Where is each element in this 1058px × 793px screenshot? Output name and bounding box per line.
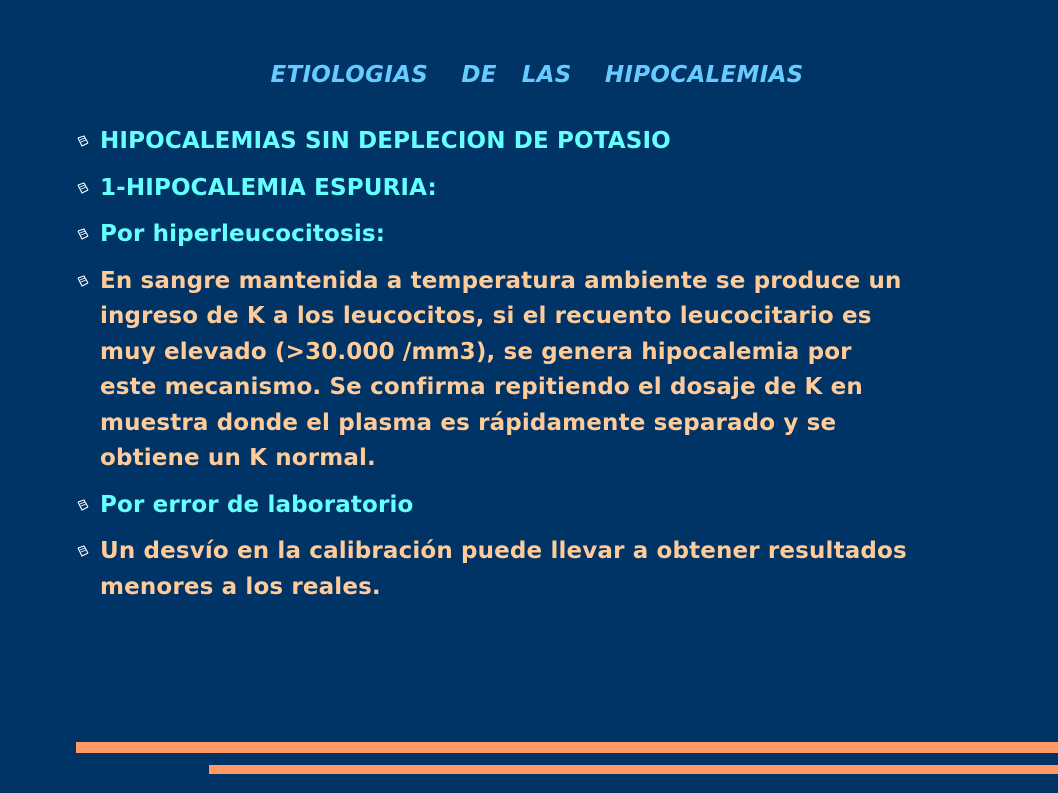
list-item-text: 1-HIPOCALEMIA ESPURIA:: [100, 174, 437, 201]
list-item-heading: [76, 124, 1036, 160]
list-item-text: Por error de laboratorio: [100, 491, 414, 518]
list-item-text: En sangre mantenida a temperatura ambiente se produce un ingreso de K a los leucocitos, si el recuento leucocitario es muy elevado (>30.000 /mm3), se genera hipocalemia por este mecanismo. Se confirma repitiendo el dosaje de K en muestra donde el plasma es rápidamente separado y se obtiene un K normal.: [100, 267, 902, 471]
list-item-cause-lab-error: [76, 488, 1036, 524]
list-item-text: HIPOCALEMIAS SIN DEPLECION DE POTASIO: [100, 128, 671, 154]
list-item-text: Un desvío en la calibración puede llevar a obtener resultados menores a los reales.: [100, 538, 907, 600]
book-bullet-icon: [76, 499, 90, 513]
book-bullet-icon: [76, 545, 90, 559]
book-bullet-icon: [76, 135, 90, 149]
slide-title: ETIOLOGIAS DE LAS HIPOCALEMIAS: [270, 62, 804, 88]
accent-bar-bottom: [209, 765, 1058, 774]
accent-bar-top: [76, 742, 1058, 753]
list-item-subheading: [76, 171, 1036, 207]
book-bullet-icon: [76, 275, 90, 289]
bullet-list: [76, 124, 1036, 616]
list-item-cause-hyperleukocytosis: [76, 217, 1036, 253]
book-bullet-icon: [76, 182, 90, 196]
list-item-text: Por hiperleucocitosis:: [100, 221, 386, 247]
list-item-description: [76, 534, 1036, 605]
book-bullet-icon: [76, 228, 90, 242]
list-item-description: [76, 264, 1036, 477]
